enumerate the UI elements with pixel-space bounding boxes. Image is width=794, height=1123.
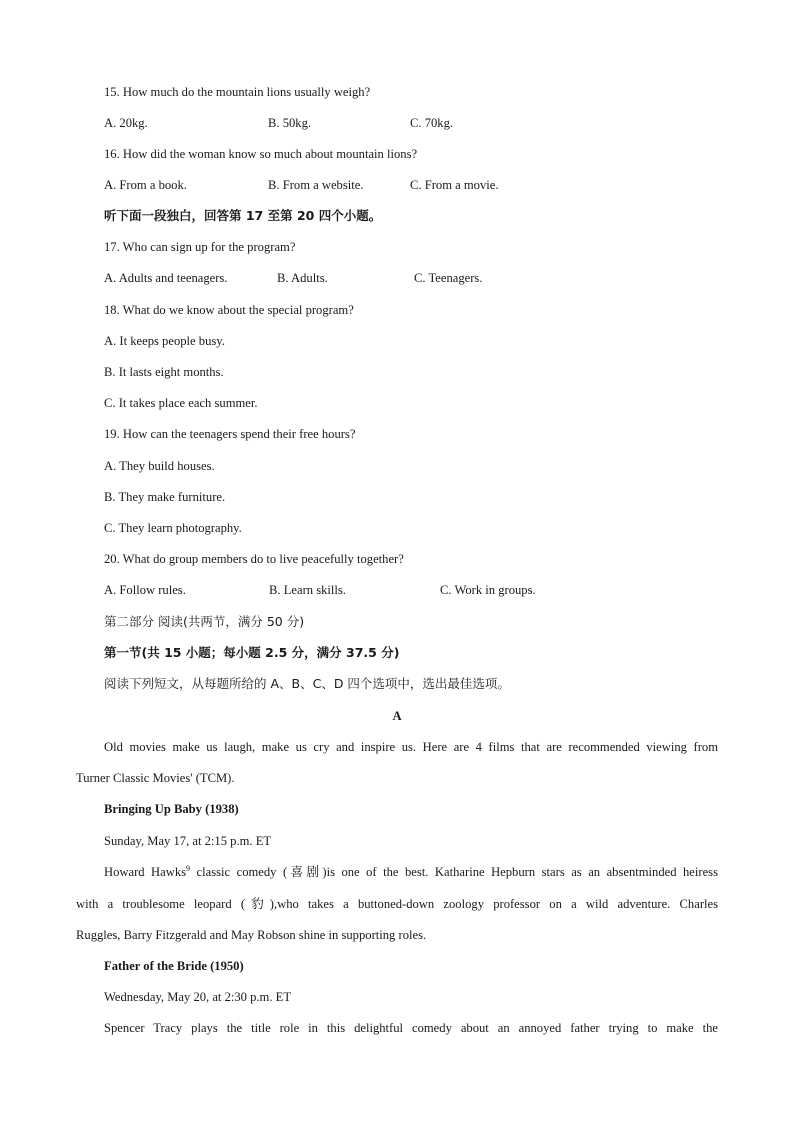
question-15-option-b: B. 50kg. xyxy=(268,116,312,130)
film-1-title: Bringing Up Baby (1938) xyxy=(104,802,239,816)
question-15-option-a: A. 20kg. xyxy=(104,116,148,130)
question-17-option-c: C. Teenagers. xyxy=(414,271,483,285)
question-17-option-a: A. Adults and teenagers. xyxy=(104,271,228,285)
question-18-option-c: C. It takes place each summer. xyxy=(104,396,258,410)
film-1-time: Sunday, May 17, at 2:15 p.m. ET xyxy=(104,834,272,848)
question-17-stem: 17. Who can sign up for the program? xyxy=(104,240,296,254)
passage-intro-line-2: Turner Classic Movies' (TCM). xyxy=(76,771,235,785)
film-2-time: Wednesday, May 20, at 2:30 p.m. ET xyxy=(104,990,292,1004)
film-1-desc-footnote: 9 xyxy=(186,863,191,873)
section-one-title: 第一节(共 15 小题；每小题 2.5 分，满分 37.5 分) xyxy=(104,645,400,660)
question-19-option-c: C. They learn photography. xyxy=(104,521,242,535)
film-1-desc-line-3: Ruggles, Barry Fitzgerald and May Robson shine in supporting roles. xyxy=(76,928,427,942)
question-20-option-c: C. Work in groups. xyxy=(440,583,536,597)
question-18-stem: 18. What do we know about the special program? xyxy=(104,303,354,317)
question-20-stem: 20. What do group members do to live peacefully together? xyxy=(104,552,404,566)
question-16-option-a: A. From a book. xyxy=(104,178,187,192)
monologue-section-heading: 听下面一段独白，回答第 17 至第 20 四个小题。 xyxy=(104,208,382,223)
question-15-stem: 15. How much do the mountain lions usually weigh? xyxy=(104,85,371,99)
part-two-title: 第二部分 阅读(共两节，满分 50 分) xyxy=(104,614,305,629)
question-20-option-a: A. Follow rules. xyxy=(104,583,186,597)
question-16-stem: 16. How did the woman know so much about mountain lions? xyxy=(104,147,418,161)
passage-intro-line-1: Old movies make us laugh, make us cry and inspire us. Here are 4 films that are recommended viewing from xyxy=(104,740,718,754)
question-17-option-b: B. Adults. xyxy=(277,271,328,285)
film-1-desc-rest: classic comedy (喜剧)is one of the best. Katharine Hepburn stars as an absentminded heiress xyxy=(190,865,718,879)
film-2-desc-line-1: Spencer Tracy plays the title role in this delightful comedy about an annoyed father trying to make the xyxy=(104,1021,718,1035)
question-15-option-c: C. 70kg. xyxy=(410,116,454,130)
reading-instructions: 阅读下列短文，从每题所给的 A、B、C、D 四个选项中，选出最佳选项。 xyxy=(104,676,510,691)
question-19-option-b: B. They make furniture. xyxy=(104,490,226,504)
passage-label: A xyxy=(392,709,402,723)
film-1-desc-line-1 xyxy=(104,864,718,880)
question-19-stem: 19. How can the teenagers spend their free hours? xyxy=(104,427,356,441)
question-20-option-b: B. Learn skills. xyxy=(269,583,346,597)
film-1-desc-line-2: with a troublesome leopard (豹),who takes a buttoned-down zoology professor on a wild adventure. Charles xyxy=(76,897,718,911)
question-16-option-c: C. From a movie. xyxy=(410,178,499,192)
question-19-option-a: A. They build houses. xyxy=(104,459,215,473)
film-1-desc-director: Howard Hawks xyxy=(104,865,187,879)
film-2-title: Father of the Bride (1950) xyxy=(104,959,244,973)
question-18-option-b: B. It lasts eight months. xyxy=(104,365,224,379)
question-18-option-a: A. It keeps people busy. xyxy=(104,334,225,348)
question-16-option-b: B. From a website. xyxy=(268,178,364,192)
